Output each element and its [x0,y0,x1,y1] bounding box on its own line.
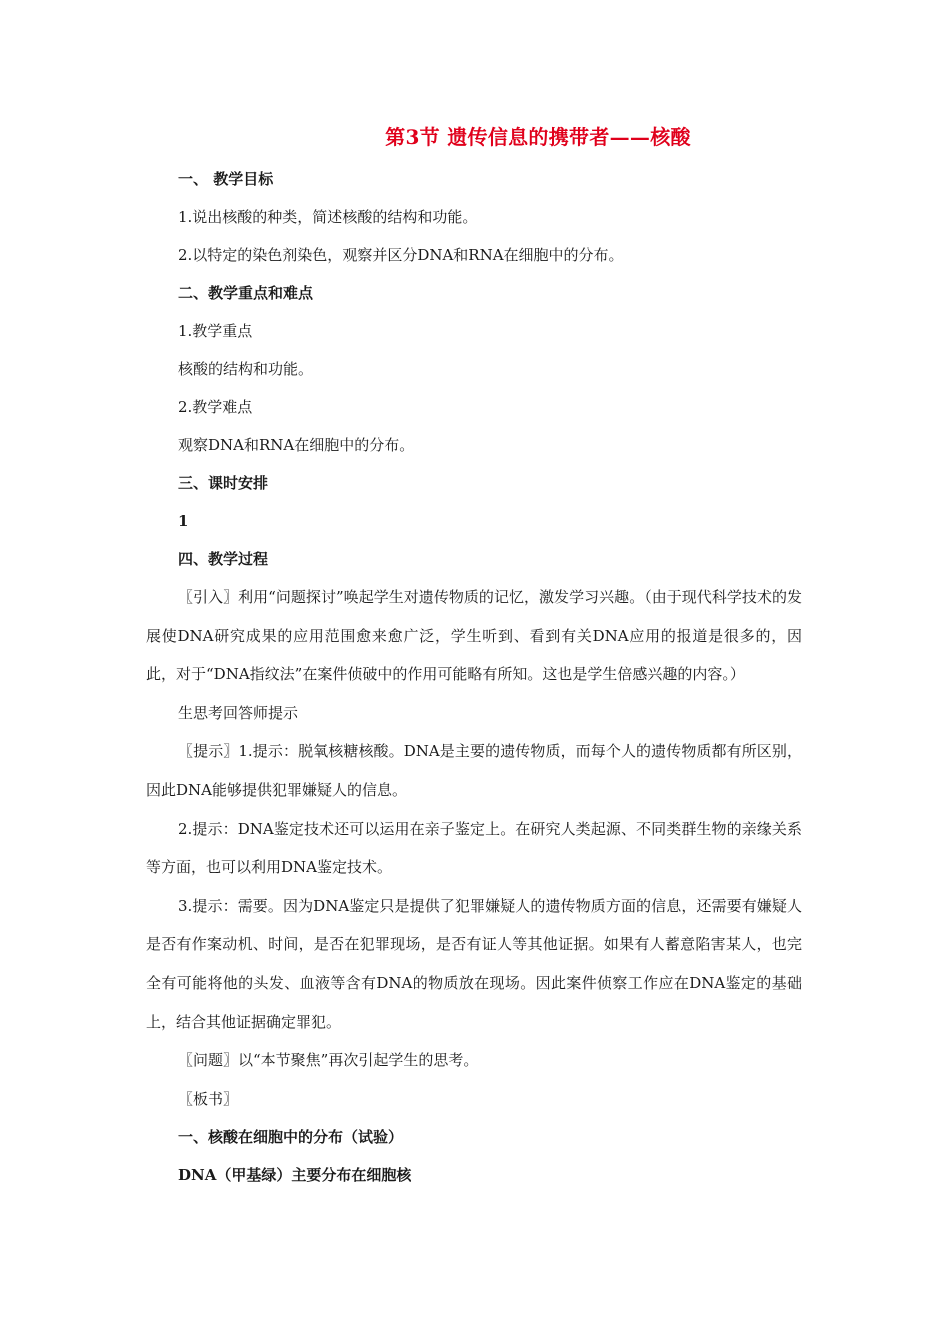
paragraph-question: 〖问题〗以“本节聚焦”再次引起学生的思考。 [178,1051,479,1070]
key-point-text: 核酸的结构和功能。 [178,360,314,378]
difficulty-label: 2.教学难点 [178,398,253,416]
schedule-value: 1 [178,512,189,530]
board-item-dna: DNA（甲基绿）主要分布在细胞核 [178,1166,412,1185]
section-heading-schedule: 三、课时安排 [178,474,269,492]
section-heading-process: 四、教学过程 [178,550,269,568]
section-heading-objectives: 一、 教学目标 [178,170,274,188]
section-heading-key-points: 二、教学重点和难点 [178,284,314,302]
paragraph-student-think: 生思考回答师提示 [178,703,299,722]
board-heading-distribution: 一、核酸在细胞中的分布（试验） [178,1128,404,1147]
paragraph-intro: 〖引入〗利用“问题探讨”唤起学生对遗传物质的记忆，激发学习兴趣。（由于现代科学技术的发展使DNA研究成果的应用范围愈来愈广泛，学生听到、看到有关DNA应用的报道是很多的，因此，对于“DNA指纹法”在案件侦破中的作用可能略有所知。这也是学生倍感兴趣的内容。） [146,588,802,684]
objective-item-2: 2.以特定的染色剂染色，观察并区分DNA和RNA在细胞中的分布。 [178,246,624,264]
paragraph-hint-3: 3.提示：需要。因为DNA鉴定只是提供了犯罪嫌疑人的遗传物质方面的信息，还需要有嫌疑人是否有作案动机、时间，是否在犯罪现场，是否有证人等其他证据。如果有人蓄意陷害某人，也完全有可能将他的头发、血液等含有DNA的物质放在现场。因此案件侦察工作应在DNA鉴定的基础上，结合其他证据确定罪犯。 [146,896,802,1031]
key-point-label: 1.教学重点 [178,322,253,340]
objective-item-1: 1.说出核酸的种类，简述核酸的结构和功能。 [178,208,478,226]
document-title: 第3节 遗传信息的携带者——核酸 [385,125,691,149]
difficulty-text: 观察DNA和RNA在细胞中的分布。 [178,436,415,454]
paragraph-board: 〖板书〗 [178,1089,239,1108]
paragraph-hint-1: 〖提示〗1.提示：脱氧核糖核酸。DNA是主要的遗传物质，而每个人的遗传物质都有所区别，因此DNA能够提供犯罪嫌疑人的信息。 [146,742,802,799]
paragraph-hint-2: 2.提示：DNA鉴定技术还可以运用在亲子鉴定上。在研究人类起源、不同类群生物的亲缘关系等方面，也可以利用DNA鉴定技术。 [146,819,802,877]
document-body [146,160,802,1194]
